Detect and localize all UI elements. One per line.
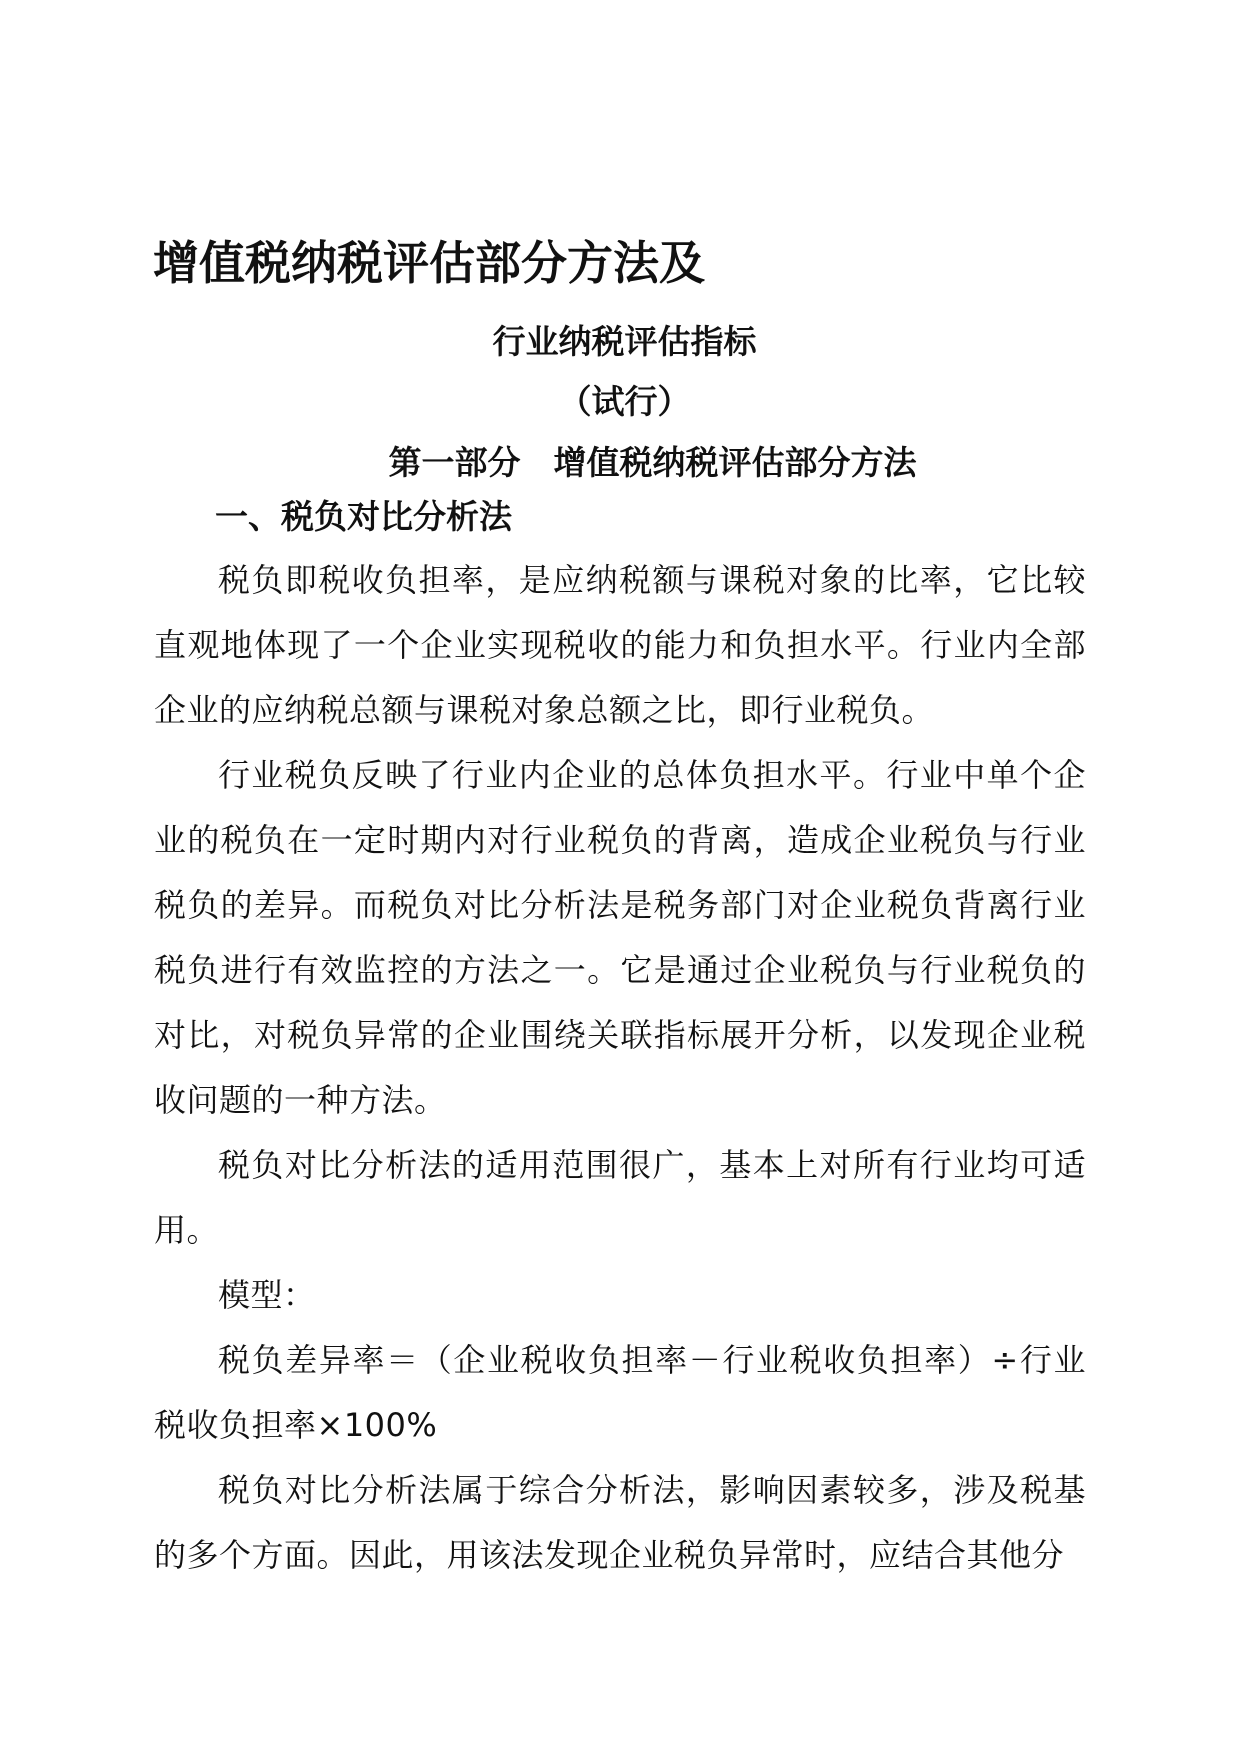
part-title: 第一部分 增值税纳税评估部分方法: [388, 443, 917, 482]
document-body: [154, 548, 1086, 1588]
paragraph-comprehensive-analysis: 税负对比分析法属于综合分析法，影响因素较多，涉及税基的多个方面。因此，用该法发现企业税负异常时，应结合其他分: [154, 1471, 1086, 1574]
document-title: 增值税纳税评估部分方法及: [153, 236, 705, 290]
paragraph-tax-burden-definition: 税负即税收负担率，是应纳税额与课税对象的比率，它比较直观地体现了一个企业实现税收的能力和负担水平。行业内全部企业的应纳税总额与课税对象总额之比，即行业税负。: [154, 561, 1086, 729]
paragraph-model-label: 模型：: [218, 1276, 316, 1314]
document-subtitle: 行业纳税评估指标: [492, 322, 757, 361]
trial-label: （试行）: [558, 382, 691, 421]
paragraph-formula: 税负差异率＝（企业税收负担率－行业税收负担率）÷行业税收负担率×100%: [154, 1341, 1086, 1444]
section-heading: 一、税负对比分析法: [215, 497, 512, 536]
paragraph-industry-tax-burden: 行业税负反映了行业内企业的总体负担水平。行业中单个企业的税负在一定时期内对行业税负的背离，造成企业税负与行业税负的差异。而税负对比分析法是税务部门对企业税负背离行业税负进行有效监控的方法之一。它是通过企业税负与行业税负的对比，对税负异常的企业围绕关联指标展开分析，以发现企业税收问题的一种方法。: [154, 756, 1086, 1119]
paragraph-scope: 税负对比分析法的适用范围很广，基本上对所有行业均可适用。: [154, 1146, 1086, 1249]
